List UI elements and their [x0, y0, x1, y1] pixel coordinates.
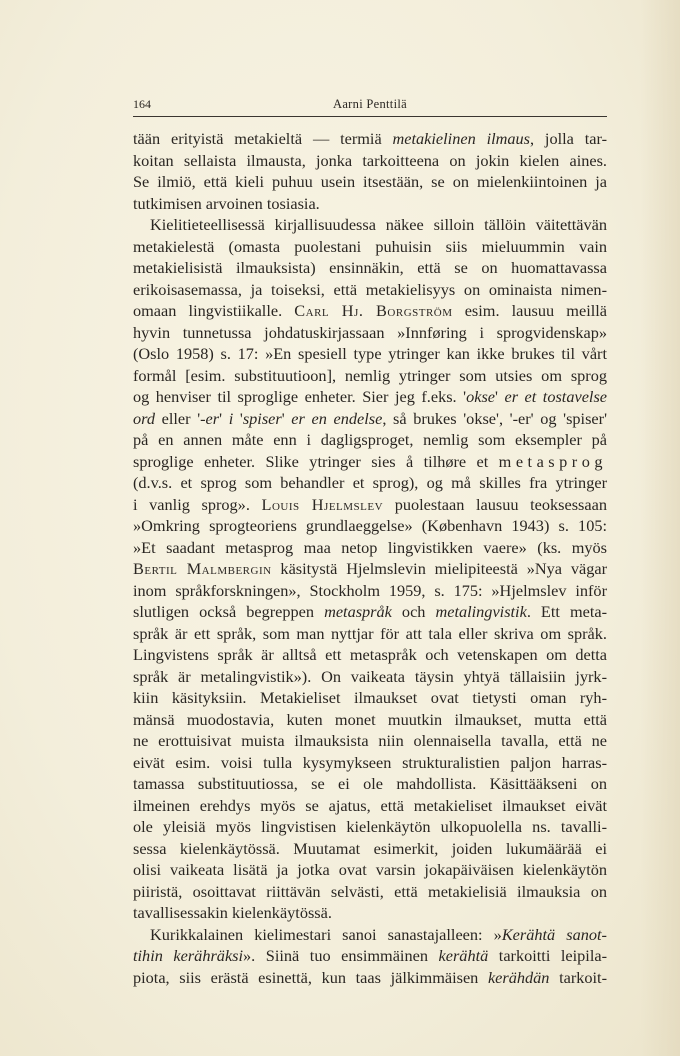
text-line [133, 644, 607, 666]
text-segment: (d.v.s. et sprog som behandler et sprog), og må skilles fra ytringer [133, 473, 607, 492]
running-title: Aarni Penttilä [333, 97, 407, 111]
italic-text: Kerähtä sanot- [501, 924, 607, 944]
text-segment: ' [495, 387, 505, 406]
text-line [133, 838, 607, 860]
text-segment: och [391, 602, 436, 621]
text-line [133, 236, 607, 258]
text-line [133, 752, 607, 774]
text-line [133, 515, 607, 537]
text-segment: tarkoit- [549, 967, 608, 987]
text-line [133, 451, 607, 473]
text-line [133, 623, 607, 645]
text-line [133, 365, 607, 387]
running-head [133, 95, 607, 115]
text-line [133, 494, 607, 516]
italic-text: kerähtä [438, 946, 489, 965]
text-segment: ole yleisiä myös lingvistisen kielenkäytön ulkopuolella ns. tavalli- [133, 817, 607, 836]
text-segment: Kurikkalainen kielimestari sanoi sanastajalleen: » [150, 924, 502, 944]
text-segment: hyvin tunnetussa johdatuskirjassaan »Innføring i sprogvidenskap» [133, 322, 607, 342]
text-line [133, 429, 607, 451]
text-segment: piota, siis erästä esinettä, kun taas jälkimmäisen [133, 967, 488, 987]
italic-text: ord [133, 408, 156, 428]
italic-text: okse [466, 387, 496, 406]
text-segment: eller ' [155, 408, 201, 428]
text-segment: språk är ett språk, som man nyttjar för att tala eller skriva om språk. [133, 623, 607, 643]
text-segment: puolestaan lausuu teoksessaan [383, 494, 607, 514]
text-segment: på en annen måte enn i dagligsproget, nemlig som eksempler på [133, 430, 607, 449]
text-line [133, 322, 607, 344]
spaced-term: metasprog [498, 451, 607, 471]
text-line [133, 881, 607, 903]
text-segment: og henviser til sproglige enheter. Sier jeg f.eks. ' [133, 387, 467, 406]
italic-text: metaspråk [324, 602, 392, 621]
text-line [133, 193, 607, 215]
text-line [133, 601, 607, 623]
text-segment: metakielestä (omasta puolestani puhuisin siis mieluummin vain [133, 236, 607, 256]
text-line [133, 666, 607, 688]
author-name: Louis Hjelmslev [261, 494, 384, 514]
text-segment: i vanlig sprog». [133, 494, 262, 514]
text-line [133, 687, 607, 709]
text-segment: språk är metalingvistik»). On vaikeata täysin yhtyä tällaisiin jyrk- [133, 666, 607, 686]
text-segment: käsitystä Hjelmslevin mielipiteestä »Nya vägar [271, 559, 607, 578]
text-segment: inom språkforskningen», Stockholm 1959, s. 175: »Hjelmslev inför [133, 580, 607, 600]
text-line [133, 171, 607, 193]
italic-text: spiser [242, 408, 282, 428]
text-segment: tamassa substituutiossa, se ei ole mahdollista. Käsittääkseni on [133, 774, 607, 793]
text-line [133, 150, 607, 172]
text-line [133, 730, 607, 752]
text-line [133, 967, 607, 989]
text-segment: ne erottuisivat muista ilmauksista niin olennaisella tavalla, että ne [133, 731, 607, 750]
italic-text: tihin kerähräksi [133, 946, 244, 965]
text-segment: ilmeinen erehdys myös se ajatus, että metakieliset ilmaukset eivät [133, 795, 607, 815]
text-segment: omaan lingvistiikalle. [133, 301, 295, 320]
text-segment: sproglige enheter. Slike ytringer sies å tilhøre et [133, 451, 499, 471]
text-line [133, 386, 607, 408]
text-line [133, 214, 607, 236]
text-line [133, 709, 607, 731]
text-segment: Lingvistens språk är alltså ett metaspråk och vetenskapen om detta [133, 645, 607, 664]
text-segment: eivät esim. voisi tulla kysymykseen strukturalistien paljon harras- [133, 752, 607, 772]
text-segment: ' [219, 408, 229, 428]
text-segment: tavallisessakin kielenkäytössä. [133, 903, 332, 922]
text-segment: olisi vaikeata lisätä ja jotka ovat varsin jokapäiväisen kielenkäytön [133, 860, 607, 879]
text-segment: esim. lausuu meillä [452, 301, 607, 320]
italic-text: i [228, 408, 234, 428]
italic-text: kerähdän [487, 967, 550, 987]
text-line [133, 558, 607, 580]
text-segment: . Ett meta- [526, 602, 608, 621]
text-line [133, 902, 607, 924]
italic-text: metakielinen ilmaus [392, 129, 530, 148]
text-line [133, 408, 607, 430]
text-segment: , jolla tar- [530, 129, 607, 148]
text-segment: tään erityistä metakieltä — termiä [133, 129, 393, 148]
text-line [133, 816, 607, 838]
text-line [133, 343, 607, 365]
text-segment: Se ilmiö, että kieli puhuu usein itsestään, se on mielenkiintoinen ja [133, 172, 607, 191]
italic-text: er et tostavelse [504, 387, 608, 406]
text-segment: metakielisistä ilmauksista) ensinnäkin, että se on huomattavassa [133, 258, 607, 277]
text-segment: slutligen också begreppen [133, 602, 325, 621]
text-segment: sessa kielenkäytössä. Muutamat esimerkit, joiden lukumäärää ei [133, 838, 607, 858]
text-segment: tutkimisen arvoinen tosiasia. [133, 193, 320, 213]
text-segment: ' [281, 408, 292, 428]
italic-text: -er [200, 408, 220, 428]
text-line [133, 128, 607, 150]
page-edge-shadow [640, 0, 680, 1056]
text-line [133, 924, 607, 946]
text-segment: piiristä, osoittavat riittävän selvästi, että metakielisiä ilmauksia on [133, 881, 607, 901]
text-segment: mänsä muodostavia, kuten monet muutkin ilmaukset, mutta että [133, 709, 607, 729]
text-line [133, 580, 607, 602]
text-line [133, 795, 607, 817]
header-rule [133, 116, 607, 117]
italic-text: er en endelse [291, 408, 383, 428]
text-segment: tarkoitti leipila- [488, 946, 607, 965]
text-line [133, 945, 607, 967]
author-name: Bertil Malmbergin [133, 559, 272, 578]
text-segment: ' [233, 408, 243, 428]
text-line [133, 300, 607, 322]
body-text [133, 128, 607, 988]
text-segment: »Omkring sprogteoriens grundlaeggelse» (København 1943) s. 105: [133, 516, 607, 535]
page-number: 164 [133, 97, 151, 111]
text-line [133, 859, 607, 881]
text-segment: kiin käsityksiin. Metakieliset ilmaukset ovat tietysti oman ryh- [133, 688, 607, 707]
text-line [133, 257, 607, 279]
text-segment: formål [esim. substituutioon], nemlig ytringer som utsies om sprog [133, 365, 607, 385]
text-segment: (Oslo 1958) s. 17: »En spesiell type ytringer kan ikke brukes til vårt [133, 344, 607, 363]
text-segment: Kielitieteellisessä kirjallisuudessa näkee silloin tällöin väitettävän [150, 215, 607, 234]
text-line [133, 537, 607, 559]
text-line [133, 279, 607, 301]
text-line [133, 773, 607, 795]
author-name: Carl Hj. Borgström [294, 301, 453, 320]
text-segment: »Et saadant metasprog maa netop lingvistikken vaere» (ks. myös [133, 537, 607, 557]
text-line [133, 472, 607, 494]
text-segment: , så brukes 'okse', '-er' og 'spiser' [382, 408, 607, 428]
text-segment: erikoisasemassa, ja toiseksi, että metakielisyys on ominaista nimen- [133, 279, 607, 299]
italic-text: metalingvistik [435, 602, 527, 621]
text-segment: koitan sellaista ilmausta, jonka tarkoitteena on jokin kielen aines. [133, 150, 607, 170]
text-segment: ». Siinä tuo ensimmäinen [243, 946, 439, 965]
